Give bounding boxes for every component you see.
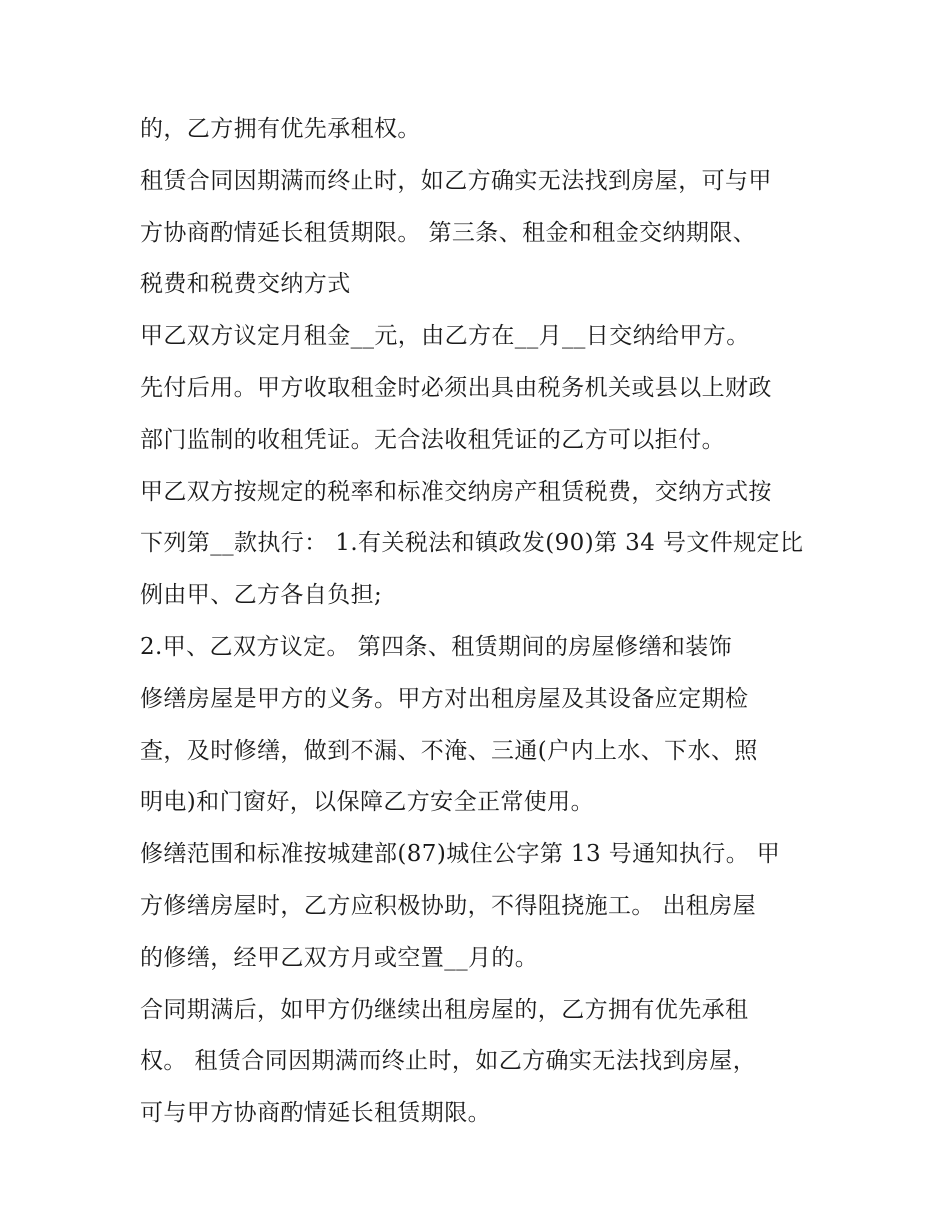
text-line: 部门监制的收租凭证。无合法收租凭证的乙方可以拒付。	[140, 426, 725, 453]
document-body	[140, 104, 830, 1140]
text-line: 租赁合同因期满而终止时，如乙方确实无法找到房屋，可与甲	[140, 167, 772, 194]
text-line: 例由甲、乙方各自负担;	[140, 582, 383, 609]
text-line: 甲乙双方议定月租金__元，由乙方在__月__日交纳给甲方。	[140, 323, 750, 350]
text-line: 方修缮房屋时，乙方应积极协助，不得阻挠施工。 出租房屋	[140, 892, 757, 919]
text-line: 的，乙方拥有优先承租权。	[140, 116, 421, 142]
text-line: 明电)和门窗好，以保障乙方安全正常使用。	[140, 789, 594, 816]
text-line: 甲乙双方按规定的税率和标准交纳房产租赁税费，交纳方式按	[140, 478, 772, 505]
text-line: 权。 租赁合同因期满而终止时，如乙方确实无法找到房屋，	[140, 1048, 757, 1075]
text-line: 先付后用。甲方收取租金时必须出具由税务机关或县以上财政	[140, 374, 772, 401]
text-line: 合同期满后，如甲方仍继续出租房屋的，乙方拥有优先承租	[140, 996, 749, 1023]
text-line: 修缮房屋是甲方的义务。甲方对出租房屋及其设备应定期检	[140, 685, 749, 712]
text-line: 2.甲、乙双方议定。 第四条、租赁期间的房屋修缮和装饰	[140, 633, 733, 660]
text-line: 可与甲方协商酌情延长租赁期限。	[140, 1100, 491, 1127]
text-line: 下列第__款执行： 1.有关税法和镇政发(90)第 34 号文件规定比	[140, 530, 804, 557]
text-line: 修缮范围和标准按城建部(87)城住公字第 13 号通知执行。 甲	[140, 841, 781, 868]
text-line: 税费和税费交纳方式	[140, 271, 351, 298]
text-line: 的修缮，经甲乙双方月或空置__月的。	[140, 944, 539, 971]
text-line: 方协商酌情延长租赁期限。 第三条、租金和租金交纳期限、	[140, 219, 757, 246]
text-line: 查，及时修缮，做到不漏、不淹、三通(户内上水、下水、照	[140, 737, 758, 764]
